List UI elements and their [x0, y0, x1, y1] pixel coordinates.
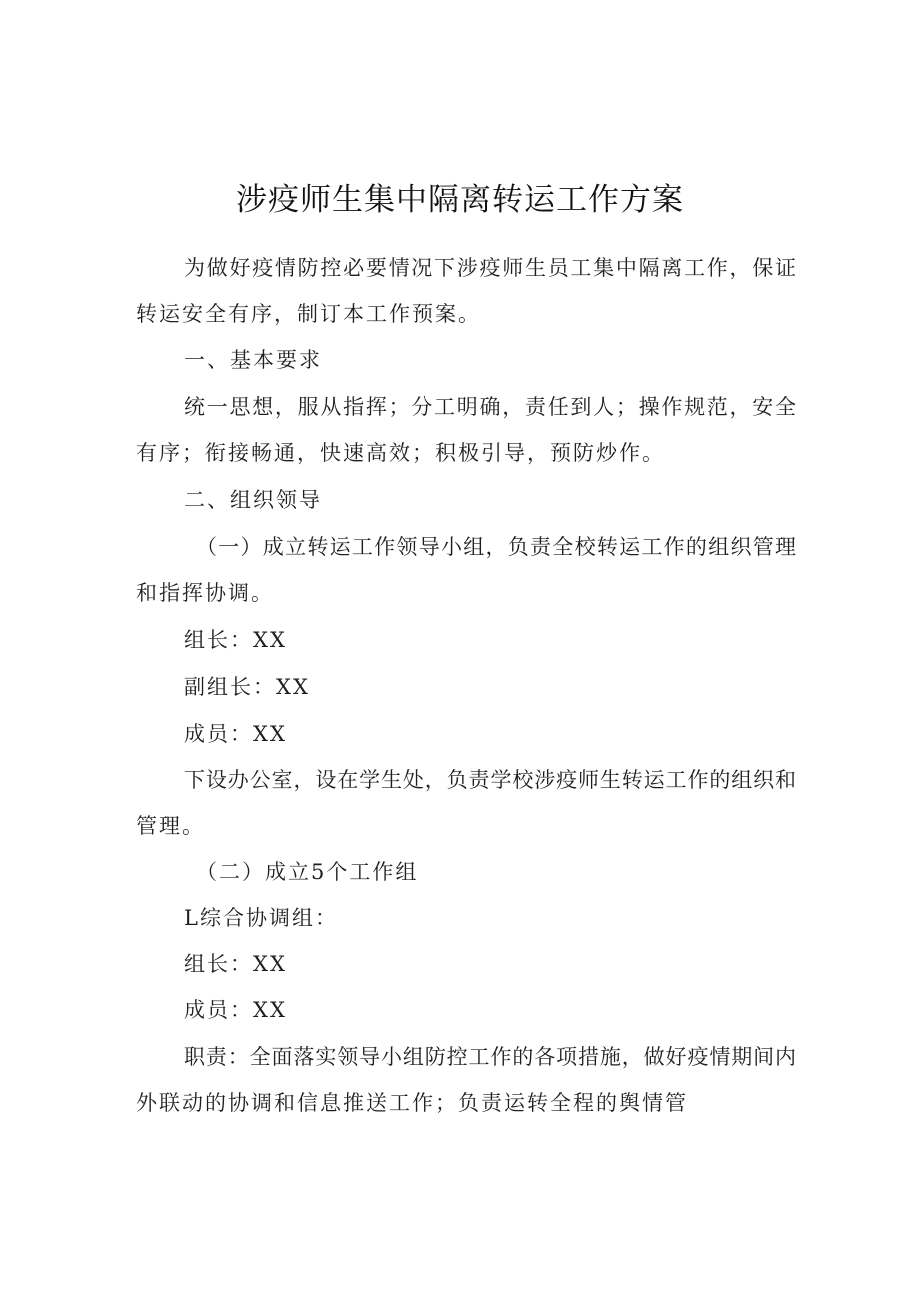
paragraph-line: 职责：全面落实领导小组防控工作的各项措施，做好疫情期间内	[184, 1045, 796, 1069]
paragraph-line: 和指挥协调。	[136, 581, 274, 605]
leader-line: 组长：XX	[184, 628, 287, 652]
document-title: 涉疫师生集中隔离转运工作方案	[236, 182, 684, 218]
leader-line: 组长：XX	[184, 952, 287, 976]
paragraph-line: 下设办公室，设在学生处，负责学校涉疫师生转运工作的组织和	[184, 768, 796, 792]
section-heading: 二、组织领导	[184, 488, 322, 512]
members-line: 成员：XX	[184, 998, 287, 1022]
paragraph-line: 为做好疫情防控必要情况下涉疫师生员工集中隔离工作，保证	[184, 256, 796, 280]
paragraph-line: 统一思想，服从指挥；分工明确，责任到人；操作规范，安全	[184, 395, 796, 419]
paragraph-line: （一）成立转运工作领导小组，负责全校转运工作的组织管理	[196, 535, 796, 559]
members-line: 成员：XX	[184, 722, 287, 746]
paragraph-line: 管理。	[136, 814, 205, 838]
paragraph-line: 有序；衔接畅通，快速高效；积极引导，预防炒作。	[136, 441, 665, 465]
subsection-heading: （二）成立5个工作组	[196, 860, 419, 884]
paragraph-line: 外联动的协调和信息推送工作；负责运转全程的舆情管	[136, 1091, 688, 1115]
paragraph-line: 转运安全有序，制订本工作预案。	[136, 302, 481, 326]
deputy-leader-line: 副组长：XX	[184, 675, 310, 699]
group-heading: L综合协调组：	[184, 906, 338, 930]
section-heading: 一、基本要求	[184, 348, 322, 372]
